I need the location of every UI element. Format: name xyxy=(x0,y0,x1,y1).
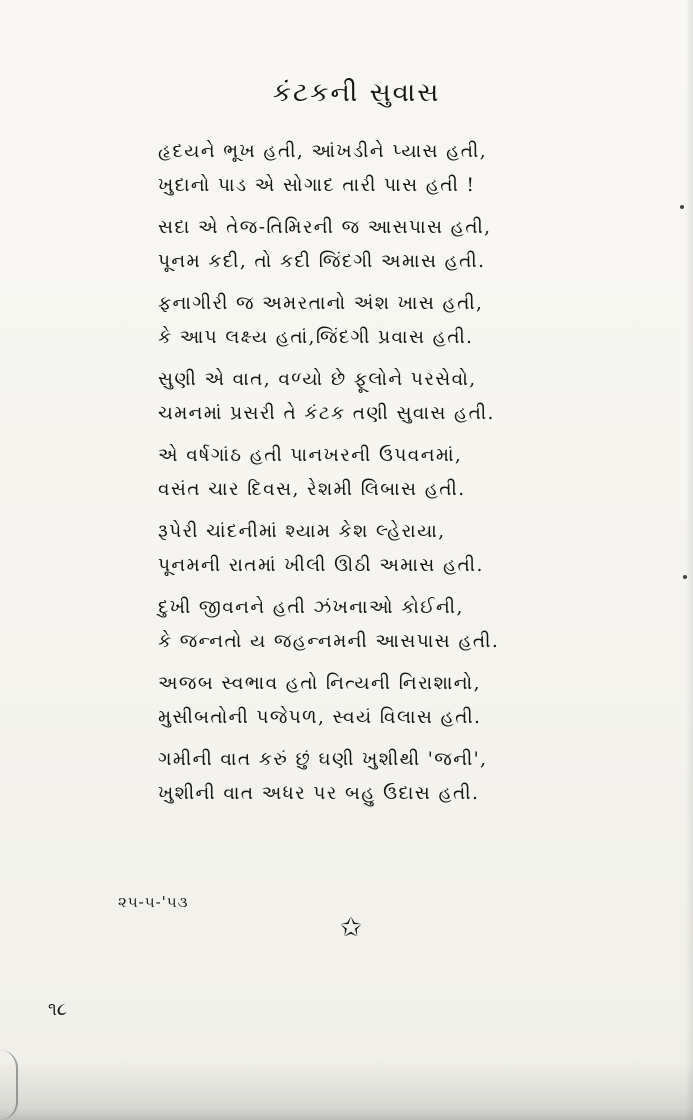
poem-date: ૨૫-૫-'૫૩ xyxy=(118,893,189,911)
poem-line: કે જન્નતો ય જહન્નમની આસપાસ હતી. xyxy=(158,631,500,652)
star-outline-icon: ✩ xyxy=(340,913,362,943)
poem-line: પૂનમ કદી, તો કદી જિંદગી અમાસ હતી. xyxy=(158,251,486,272)
stanza-1 xyxy=(158,135,558,203)
poem-line: ગમીની વાત કરું છું ઘણી ખુશીથી 'જની', xyxy=(158,749,488,770)
stanza-6 xyxy=(158,515,558,583)
scan-speck xyxy=(680,205,684,209)
poem-line: સુણી એ વાત, વળ્યો છે ફૂલોને પરસેવો, xyxy=(158,369,477,390)
poem-line: પૂનમની રાતમાં ખીલી ઊઠી અમાસ હતી. xyxy=(158,555,484,576)
poem-line: સદા એ તેજ-તિમિરની જ આસપાસ હતી, xyxy=(158,217,492,238)
poem-line: કે આપ લક્ષ્ય હતાં,જિંદગી પ્રવાસ હતી. xyxy=(158,327,474,348)
stanza-5 xyxy=(158,439,558,507)
poem-line: વસંત ચાર દિવસ, રેશમી લિબાસ હતી. xyxy=(158,479,466,500)
poem-line: ખુશીની વાત અધર પર બહુ ઉદાસ હતી. xyxy=(158,783,480,804)
poem-line: હૃદયને ભૂખ હતી, આંખડીને પ્યાસ હતી, xyxy=(158,141,487,162)
stanza-3 xyxy=(158,287,558,355)
poem-line: ફનાગીરી જ અમરતાનો અંશ ખાસ હતી, xyxy=(158,293,484,314)
scan-speck xyxy=(683,575,687,579)
stanza-2 xyxy=(158,211,558,279)
poem-line: ચમનમાં પ્રસરી તે કંટક તણી સુવાસ હતી. xyxy=(158,403,495,424)
poem-line: અજબ સ્વભાવ હતો નિત્યની નિરાશાનો, xyxy=(158,673,481,694)
stanza-4 xyxy=(158,363,558,431)
poem-title: કંટકની સુવાસ xyxy=(272,78,441,108)
poem-line: ખુદાનો પાડ એ સોગાદ તારી પાસ હતી ! xyxy=(158,175,476,196)
page-curl xyxy=(0,1050,18,1120)
poem-line: રૂપેરી ચાંદનીમાં શ્યામ કેશ લ્હેરાયા, xyxy=(158,521,446,542)
poem-line: દુખી જીવનને હતી ઝંખનાઓ કોઈની, xyxy=(158,597,464,618)
stanza-9 xyxy=(158,743,558,811)
poem-line: મુસીબતોની પજેપળ, સ્વયં વિલાસ હતી. xyxy=(158,707,482,728)
page-bottom-edge xyxy=(0,1060,693,1120)
page-edge-shadow xyxy=(685,0,693,1120)
poem-body xyxy=(158,135,558,819)
poem-line: એ વર્ષગાંઠ હતી પાનખરની ઉપવનમાં, xyxy=(158,445,463,466)
stanza-8 xyxy=(158,667,558,735)
stanza-7 xyxy=(158,591,558,659)
page-number: ૧૮ xyxy=(48,999,67,1020)
